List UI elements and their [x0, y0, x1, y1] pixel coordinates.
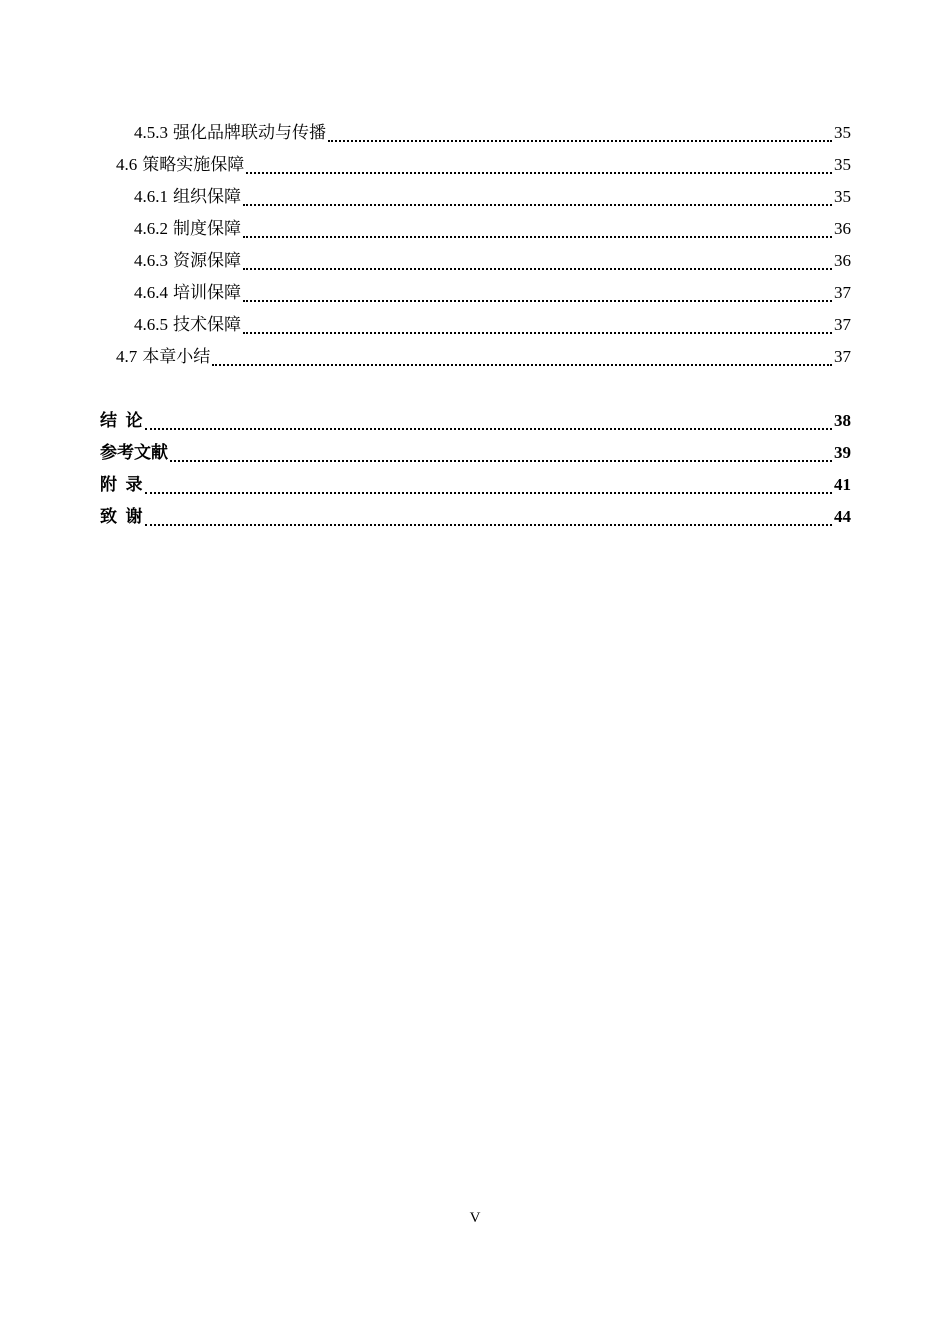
- toc-entry-appendix[interactable]: [100, 469, 851, 501]
- toc-leader-dots: [145, 515, 833, 526]
- toc-page-number: 35: [834, 155, 851, 174]
- toc-entry-title: 4.6.2 制度保障: [134, 219, 241, 238]
- toc-entry-4-7[interactable]: [100, 341, 851, 373]
- toc-page-number: 41: [834, 475, 851, 494]
- toc-entry-4-6-2[interactable]: [100, 213, 851, 245]
- toc-page-number: 38: [834, 411, 851, 430]
- toc-page-number: 39: [834, 443, 851, 462]
- toc-entry-title: 附 录: [100, 475, 143, 494]
- toc-leader-dots: [243, 195, 832, 206]
- toc-entry-title: 4.6.5 技术保障: [134, 315, 241, 334]
- toc-page-number: 44: [834, 507, 851, 526]
- toc-leader-dots: [246, 163, 832, 174]
- toc-leader-dots: [328, 131, 832, 142]
- toc-leader-dots: [243, 259, 832, 270]
- toc-entry-conclusion[interactable]: [100, 405, 851, 437]
- toc-entry-4-6-5[interactable]: [100, 309, 851, 341]
- toc-leader-dots: [243, 291, 832, 302]
- toc-leader-dots: [145, 483, 833, 494]
- toc-entry-references[interactable]: [100, 437, 851, 469]
- toc-leader-dots: [145, 419, 833, 430]
- toc-entry-title: 4.6.1 组织保障: [134, 187, 241, 206]
- toc-entry-4-6-1[interactable]: [100, 181, 851, 213]
- toc-entry-title: 参考文献: [100, 443, 168, 462]
- toc-entry-4-5-3[interactable]: [100, 117, 851, 149]
- toc-entry-title: 4.5.3 强化品牌联动与传播: [134, 123, 326, 142]
- toc-page-number: 37: [834, 347, 851, 366]
- toc-page-number: 35: [834, 123, 851, 142]
- toc-leader-dots: [243, 227, 832, 238]
- toc-entry-title: 结 论: [100, 411, 143, 430]
- toc-leader-dots: [212, 355, 832, 366]
- page-number-footer: V: [469, 1210, 481, 1226]
- toc-leader-dots: [170, 451, 832, 462]
- toc-entry-title: 4.6 策略实施保障: [116, 155, 245, 174]
- toc-entry-4-6[interactable]: [100, 149, 851, 181]
- toc-entry-acknowledgements[interactable]: [100, 501, 851, 533]
- toc-entry-title: 致 谢: [100, 507, 143, 526]
- toc-entry-title: 4.6.4 培训保障: [134, 283, 241, 302]
- toc-page-number: 36: [834, 251, 851, 270]
- toc-entry-title: 4.7 本章小结: [116, 347, 211, 366]
- toc-entry-4-6-4[interactable]: [100, 277, 851, 309]
- toc-page-number: 37: [834, 315, 851, 334]
- toc-page-number: 36: [834, 219, 851, 238]
- toc-entry-title: 4.6.3 资源保障: [134, 251, 241, 270]
- toc-entry-4-6-3[interactable]: [100, 245, 851, 277]
- toc-page-number: 37: [834, 283, 851, 302]
- toc-page-number: 35: [834, 187, 851, 206]
- toc-leader-dots: [243, 323, 832, 334]
